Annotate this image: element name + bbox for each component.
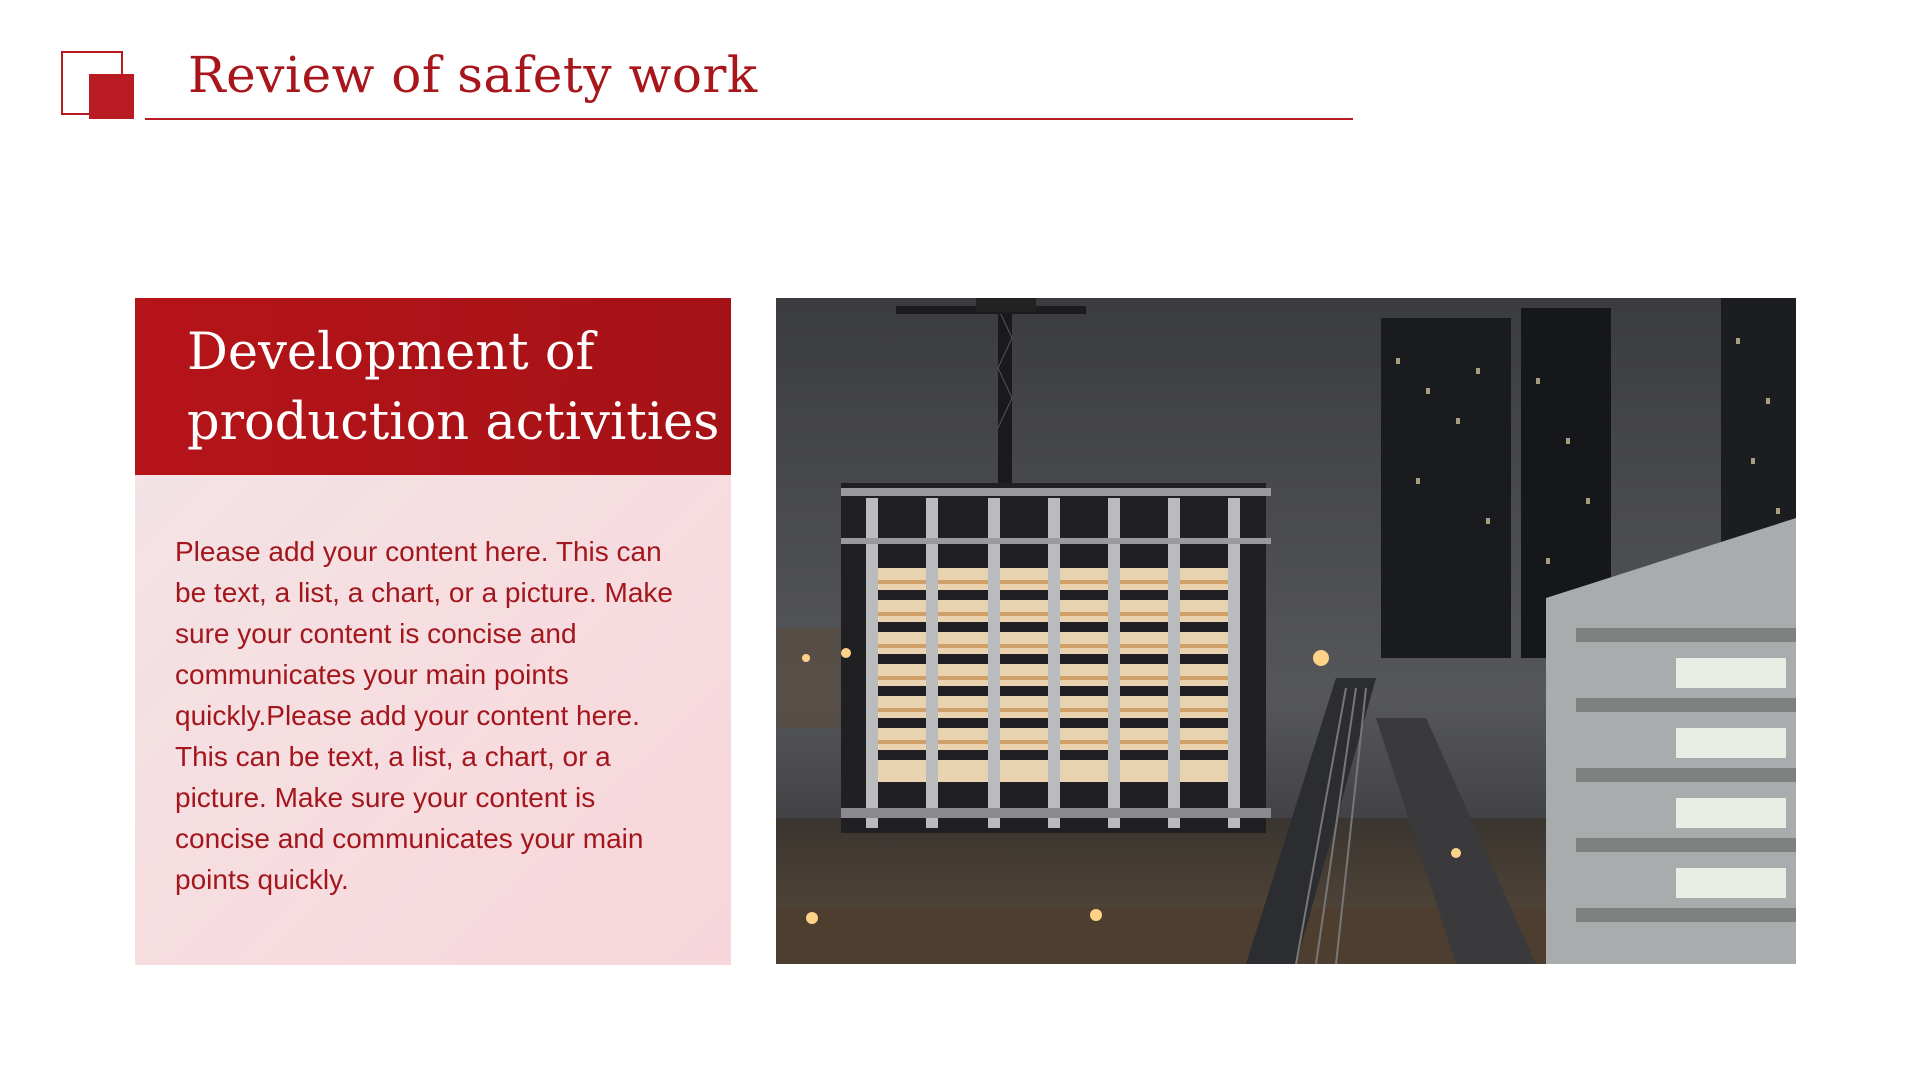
- logo-filled-square: [89, 74, 134, 119]
- card-body: [135, 475, 731, 965]
- card-body-text: Please add your content here. This can be text, a list, a chart, or a picture. Make sure your content is concise and communicates your main points quickly.Please add your content here. This can be text, a list, a chart, or a picture. Make sure your content is concise and communicates your main points quickly.: [175, 536, 673, 895]
- card-heading: Development of production activities: [187, 323, 720, 452]
- construction-site-night-image: [776, 298, 1796, 964]
- construction-site-photo: [776, 298, 1796, 964]
- content-card: [135, 298, 731, 965]
- page-title: Review of safety work: [188, 46, 758, 104]
- card-header: [135, 298, 731, 475]
- title-underline: [145, 118, 1353, 120]
